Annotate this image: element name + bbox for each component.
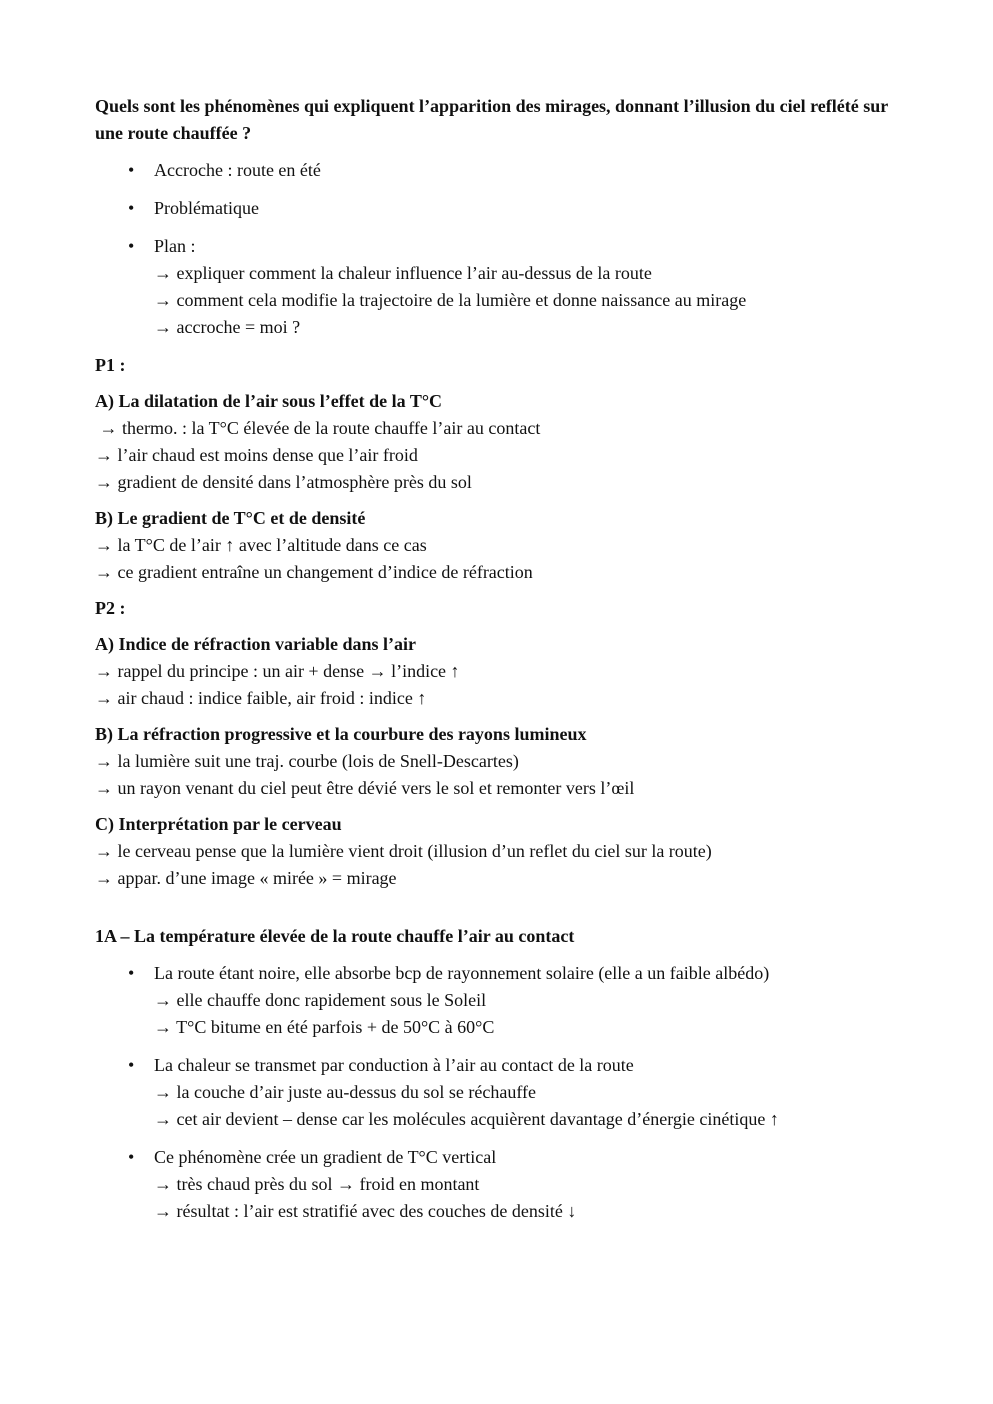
section-1a-bullet-list — [95, 960, 905, 1225]
list-item — [95, 1052, 905, 1133]
part-label-p1: P1 : — [95, 355, 126, 375]
text-line: → air chaud : indice faible, air froid : indice ↑ — [95, 688, 427, 708]
section-heading-p2c: C) Interprétation par le cerveau — [95, 814, 342, 834]
bullet-icon: • — [128, 1055, 135, 1075]
sub-line: → résultat : l’air est stratifié avec des couches de densité ↓ — [154, 1201, 577, 1221]
text-line: → rappel du principe : un air + dense → l’indice ↑ — [95, 661, 460, 681]
text-line: → la T°C de l’air ↑ avec l’altitude dans ce cas — [95, 535, 427, 555]
list-item — [95, 233, 905, 341]
sub-line: → accroche = moi ? — [154, 317, 301, 337]
section-heading-p1b: B) Le gradient de T°C et de densité — [95, 508, 366, 528]
text-line: → ce gradient entraîne un changement d’indice de réfraction — [95, 562, 533, 582]
text-line: → le cerveau pense que la lumière vient droit (illusion d’un reflet du ciel sur la route) — [95, 841, 712, 861]
bullet-icon: • — [128, 198, 135, 218]
text-line: → thermo. : la T°C élevée de la route chauffe l’air au contact — [95, 418, 541, 438]
text-line: → l’air chaud est moins dense que l’air froid — [95, 445, 418, 465]
sub-line: → T°C bitume en été parfois + de 50°C à 60°C — [154, 1017, 495, 1037]
list-item — [95, 1144, 905, 1225]
section-heading-p2b: B) La réfraction progressive et la courbure des rayons lumineux — [95, 724, 587, 744]
bullet-text: Plan : — [154, 236, 196, 256]
text-line: → un rayon venant du ciel peut être dévié vers le sol et remonter vers l’œil — [95, 778, 635, 798]
sub-line: → très chaud près du sol → froid en montant — [154, 1174, 480, 1194]
section-heading-p1a: A) La dilatation de l’air sous l’effet de la T°C — [95, 391, 443, 411]
bullet-text: Problématique — [154, 198, 259, 218]
section-spacer — [95, 892, 905, 923]
list-item — [95, 157, 905, 184]
section-heading-p2a: A) Indice de réfraction variable dans l’air — [95, 634, 416, 654]
question-title: Quels sont les phénomènes qui expliquent l’apparition des mirages, donnant l’illusion du ciel reflété sur une route chauffée ? — [95, 96, 888, 143]
sub-line: → elle chauffe donc rapidement sous le Soleil — [154, 990, 487, 1010]
list-item — [95, 195, 905, 222]
section-heading-1a: 1A – La température élevée de la route chauffe l’air au contact — [95, 926, 575, 946]
bullet-text: Accroche : route en été — [154, 160, 321, 180]
sub-line: → cet air devient – dense car les molécules acquièrent davantage d’énergie cinétique ↑ — [154, 1109, 779, 1129]
bullet-text: La route étant noire, elle absorbe bcp de rayonnement solaire (elle a un faible albédo) — [154, 963, 770, 983]
text-line: → appar. d’une image « mirée » = mirage — [95, 868, 397, 888]
document-page — [95, 93, 905, 1236]
sub-line: → comment cela modifie la trajectoire de la lumière et donne naissance au mirage — [154, 290, 747, 310]
bullet-icon: • — [128, 963, 135, 983]
list-item — [95, 960, 905, 1041]
part-label-p2: P2 : — [95, 598, 126, 618]
bullet-text: Ce phénomène crée un gradient de T°C vertical — [154, 1147, 497, 1167]
text-line: → la lumière suit une traj. courbe (lois de Snell-Descartes) — [95, 751, 519, 771]
sub-line: → expliquer comment la chaleur influence l’air au-dessus de la route — [154, 263, 652, 283]
sub-line: → la couche d’air juste au-dessus du sol se réchauffe — [154, 1082, 537, 1102]
text-line: → gradient de densité dans l’atmosphère près du sol — [95, 472, 472, 492]
intro-bullet-list — [95, 157, 905, 341]
bullet-icon: • — [128, 1147, 135, 1167]
bullet-text: La chaleur se transmet par conduction à l’air au contact de la route — [154, 1055, 634, 1075]
bullet-icon: • — [128, 236, 135, 256]
bullet-icon: • — [128, 160, 135, 180]
